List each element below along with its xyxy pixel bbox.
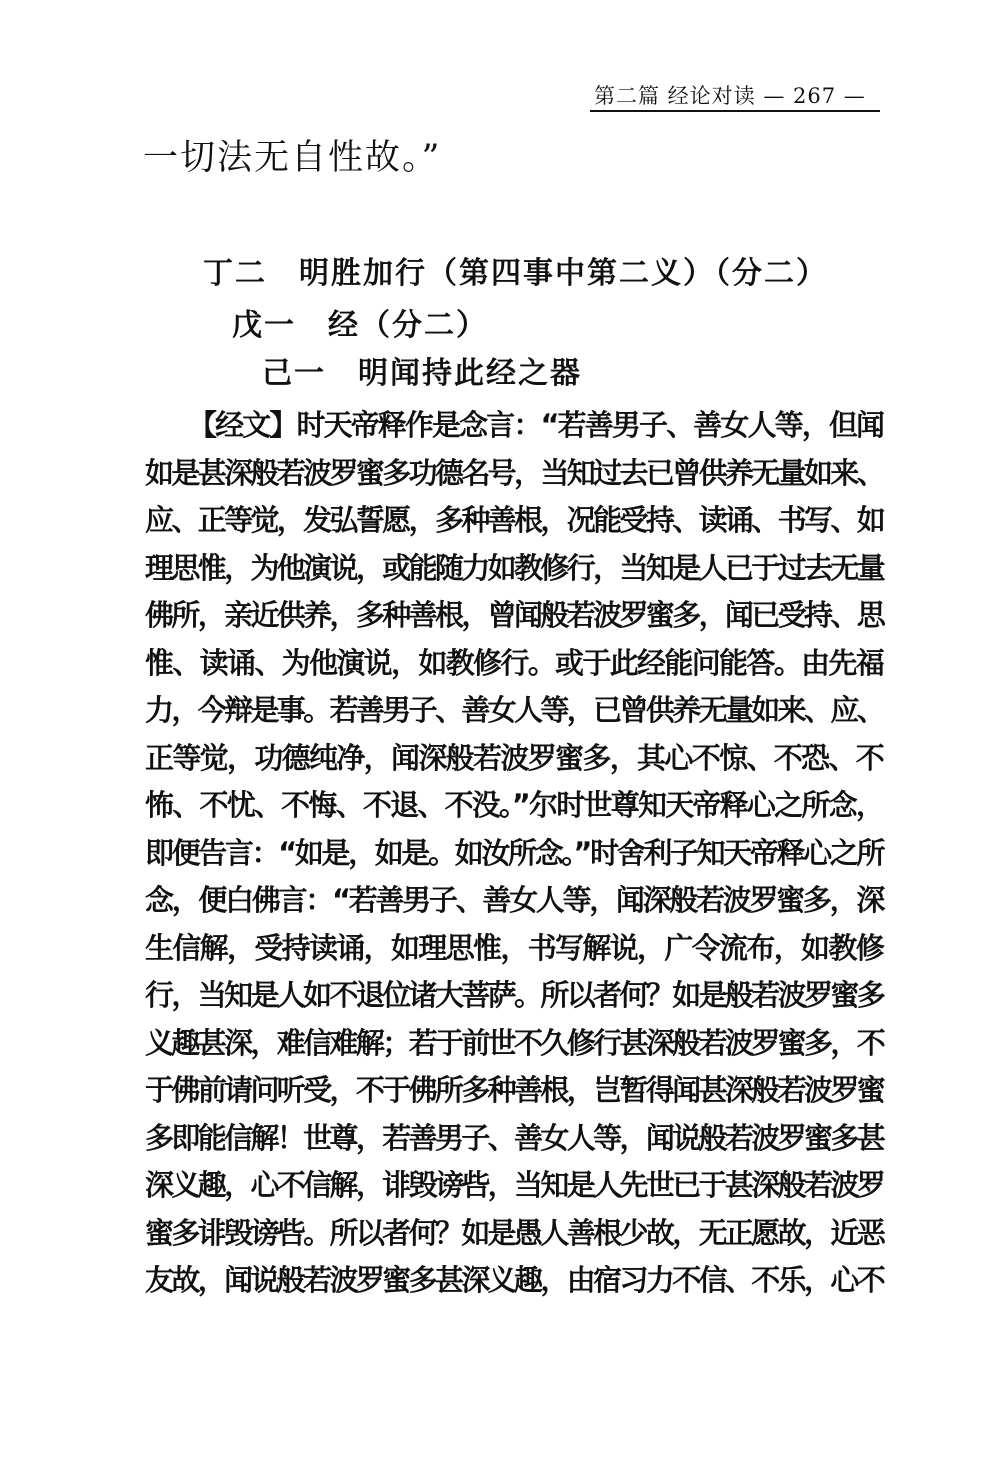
heading-level-1: 丁二 明胜加行（第四事中第二义）（分二） [203, 256, 828, 291]
text-line: 多即能信解！世尊，若善男子、善女人等，闻说般若波罗蜜多甚 [145, 1120, 883, 1155]
text-line: 【经文】时天帝释作是念言：“若善男子、善女人等，但闻 [188, 408, 883, 442]
sutra-text [145, 402, 883, 1305]
continuation-text: 一切法无自性故。” [143, 138, 442, 178]
text-line: 怖、不忧、不悔、不退、不没。”尔时世尊知天帝释心之所念， [145, 788, 883, 822]
text-line: 深义趣，心不信解，诽毁谤呰，当知是人先世已于甚深般若波罗 [145, 1168, 883, 1202]
text-line: 应、正等觉，发弘誓愿，多种善根，况能受持、读诵、书写、如 [145, 503, 883, 537]
text-line: 友故，闻说般若波罗蜜多甚深义趣，由宿习力不信、不乐，心不 [145, 1263, 883, 1297]
text-line: 义趣甚深，难信难解；若于前世不久修行甚深般若波罗蜜多，不 [145, 1025, 883, 1060]
text-line: 如是甚深般若波罗蜜多功德名号，当知过去已曾供养无量如来、 [145, 455, 883, 490]
text-line: 于佛前请问听受，不于佛所多种善根，岂暂得闻甚深般若波罗蜜 [145, 1073, 883, 1107]
running-header: 第二篇 经论对读 — 267 — [594, 84, 866, 108]
text-line: 念，便白佛言：“若善男子、善女人等，闻深般若波罗蜜多，深 [145, 883, 883, 917]
heading-level-3: 己一 明闻持此经之器 [262, 356, 582, 391]
text-line: 理思惟，为他演说，或能随力如教修行，当知是人已于过去无量 [145, 550, 883, 585]
text-line: 力，今辩是事。若善男子、善女人等，已曾供养无量如来、应、 [145, 693, 883, 727]
text-line: 蜜多诽毁谤呰。所以者何？如是愚人善根少故，无正愿故，近恶 [145, 1215, 883, 1250]
text-line: 生信解，受持读诵，如理思惟，书写解说，广令流布，如教修 [145, 930, 883, 965]
heading-level-2: 戊一 经（分二） [232, 308, 488, 343]
text-line: 正等觉，功德纯净，闻深般若波罗蜜多，其心不惊、不恐、不 [145, 740, 883, 775]
header-rule [590, 110, 880, 112]
text-line: 行，当知是人如不退位诸大菩萨。所以者何？如是般若波罗蜜多 [145, 978, 883, 1012]
text-line: 佛所，亲近供养，多种善根，曾闻般若波罗蜜多，闻已受持、思 [145, 598, 883, 632]
text-line: 即便告言：“如是，如是。如汝所念。”时舍利子知天帝释心之所 [145, 835, 883, 870]
text-line: 惟、读诵、为他演说，如教修行。或于此经能问能答。由先福 [145, 645, 883, 680]
